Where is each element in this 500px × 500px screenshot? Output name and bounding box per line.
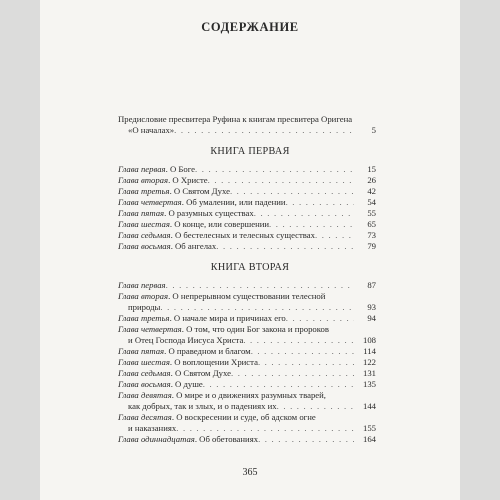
leader-dots [203,379,376,390]
chapter-label: Глава пятая [118,208,165,218]
toc-page-number: 15 [354,164,376,175]
chapter-title: . О Христе [168,175,208,185]
toc-page-number: 164 [354,434,376,445]
chapter-label: Глава вторая [118,175,169,185]
toc-page-number: 26 [354,175,376,186]
toc-entry[interactable] [118,368,376,379]
toc-page-number: 54 [354,197,376,208]
toc-page-number: 87 [354,280,376,291]
toc-page-number: 93 [354,302,376,313]
page-title: СОДЕРЖАНИЕ [201,20,299,34]
chapter-label: Глава пятая [118,346,165,356]
toc-entry[interactable] [118,357,376,368]
toc-entry[interactable] [118,291,376,302]
toc-entry[interactable] [118,379,376,390]
leader-dots [208,175,376,186]
leader-dots [174,125,376,136]
toc-page-number: 144 [354,401,376,412]
toc-page-number: 79 [354,241,376,252]
toc-entry[interactable] [118,186,376,197]
chapter-label: Глава шестая [118,219,170,229]
toc-preface-cont[interactable] [118,125,376,136]
chapter-label: Глава седьмая [118,368,171,378]
toc-page-number: 55 [354,208,376,219]
chapter-label: Глава первая [118,280,166,290]
chapter-title: . О мире и о движениях разумных тварей, [171,390,326,400]
chapter-label: Глава десятая [118,412,172,422]
chapter-label: Глава третья [118,186,170,196]
chapter-title: . О праведном и благом [164,346,251,356]
chapter-title-cont: и наказаниях [128,423,177,433]
toc-page-number: 135 [354,379,376,390]
toc-preface[interactable] [118,114,376,125]
toc-entry-cont[interactable] [118,302,376,313]
toc-page-number: 5 [354,125,376,136]
chapter-title: . О непрерывном существовании телесной [168,291,326,301]
toc-page-number: 108 [354,335,376,346]
toc-page-number: 114 [354,346,376,357]
toc-entry[interactable] [118,197,376,208]
chapter-label: Глава седьмая [118,230,171,240]
toc-entry[interactable] [118,230,376,241]
toc-page-number: 94 [354,313,376,324]
chapter-label: Глава четвертая [118,324,182,334]
chapter-title: . О воплощении Христа [169,357,258,367]
chapter-title-cont: природы [128,302,161,312]
chapter-title: . О разумных существах [164,208,254,218]
toc-entry[interactable] [118,324,376,335]
leader-dots [195,164,376,175]
toc-entry-cont[interactable] [118,423,376,434]
leader-dots [176,423,376,434]
chapter-label: Глава одиннадцатая [118,434,195,444]
toc-entry[interactable] [118,346,376,357]
chapter-label: Глава шестая [118,357,170,367]
chapter-title: . О бестелесных и телесных существах [170,230,315,240]
chapter-label: Глава третья [118,313,170,323]
chapter-title: . О начале мира и причинах его [169,313,286,323]
chapter-title-cont: как добрых, так и злых, и о падениях их [128,401,277,411]
toc-page-number: 122 [354,357,376,368]
toc-entry-cont[interactable] [118,335,376,346]
chapter-title-cont: и Отец Господа Иисуса Христа [128,335,244,345]
toc-entry-cont[interactable] [118,401,376,412]
toc-entry[interactable] [118,208,376,219]
chapter-label: Глава четвертая [118,197,182,207]
toc-entry[interactable] [118,434,376,445]
chapter-label: Глава вторая [118,291,169,301]
chapter-title: . О Святом Духе [170,368,231,378]
toc-preface-text: Предисловие пресвитера Руфина к книгам пресвитера Оригена [118,114,353,124]
chapter-label: Глава девятая [118,390,172,400]
chapter-label: Глава восьмая [118,241,171,251]
chapter-title: . Об умалении, или падении [181,197,286,207]
page-number: 365 [242,467,258,478]
toc-entry[interactable] [118,412,376,423]
toc-entry[interactable] [118,219,376,230]
toc-entry[interactable] [118,175,376,186]
toc-entry[interactable] [118,241,376,252]
leader-dots [166,280,376,291]
toc-entry[interactable] [118,313,376,324]
book-page [40,0,460,500]
chapter-title: . О душе [170,379,203,389]
toc-entry[interactable] [118,280,376,291]
chapter-label: Глава восьмая [118,379,171,389]
chapter-title: . О Боге [165,164,196,174]
toc-entry[interactable] [118,164,376,175]
toc-page-number: 42 [354,186,376,197]
chapter-title: . О воскресении и суде, об адском огне [171,412,316,422]
chapter-label: Глава первая [118,164,166,174]
chapter-title: . Об обетованиях [194,434,259,444]
chapter-title: . О Святом Духе [169,186,230,196]
book-heading: КНИГА ПЕРВАЯ [210,146,290,157]
toc-entry[interactable] [118,390,376,401]
toc-page-number: 73 [354,230,376,241]
chapter-title: . О конце, или совершении [169,219,270,229]
toc-page-number: 155 [354,423,376,434]
leader-dots [160,302,376,313]
book-heading: КНИГА ВТОРАЯ [210,262,290,273]
toc-preface-text-cont: «О началах» [128,125,175,135]
toc-page-number: 131 [354,368,376,379]
chapter-title: . Об ангелах [170,241,217,251]
toc-page-number: 65 [354,219,376,230]
leader-dots [216,241,376,252]
chapter-title: . О том, что один Бог закона и пророков [181,324,329,334]
